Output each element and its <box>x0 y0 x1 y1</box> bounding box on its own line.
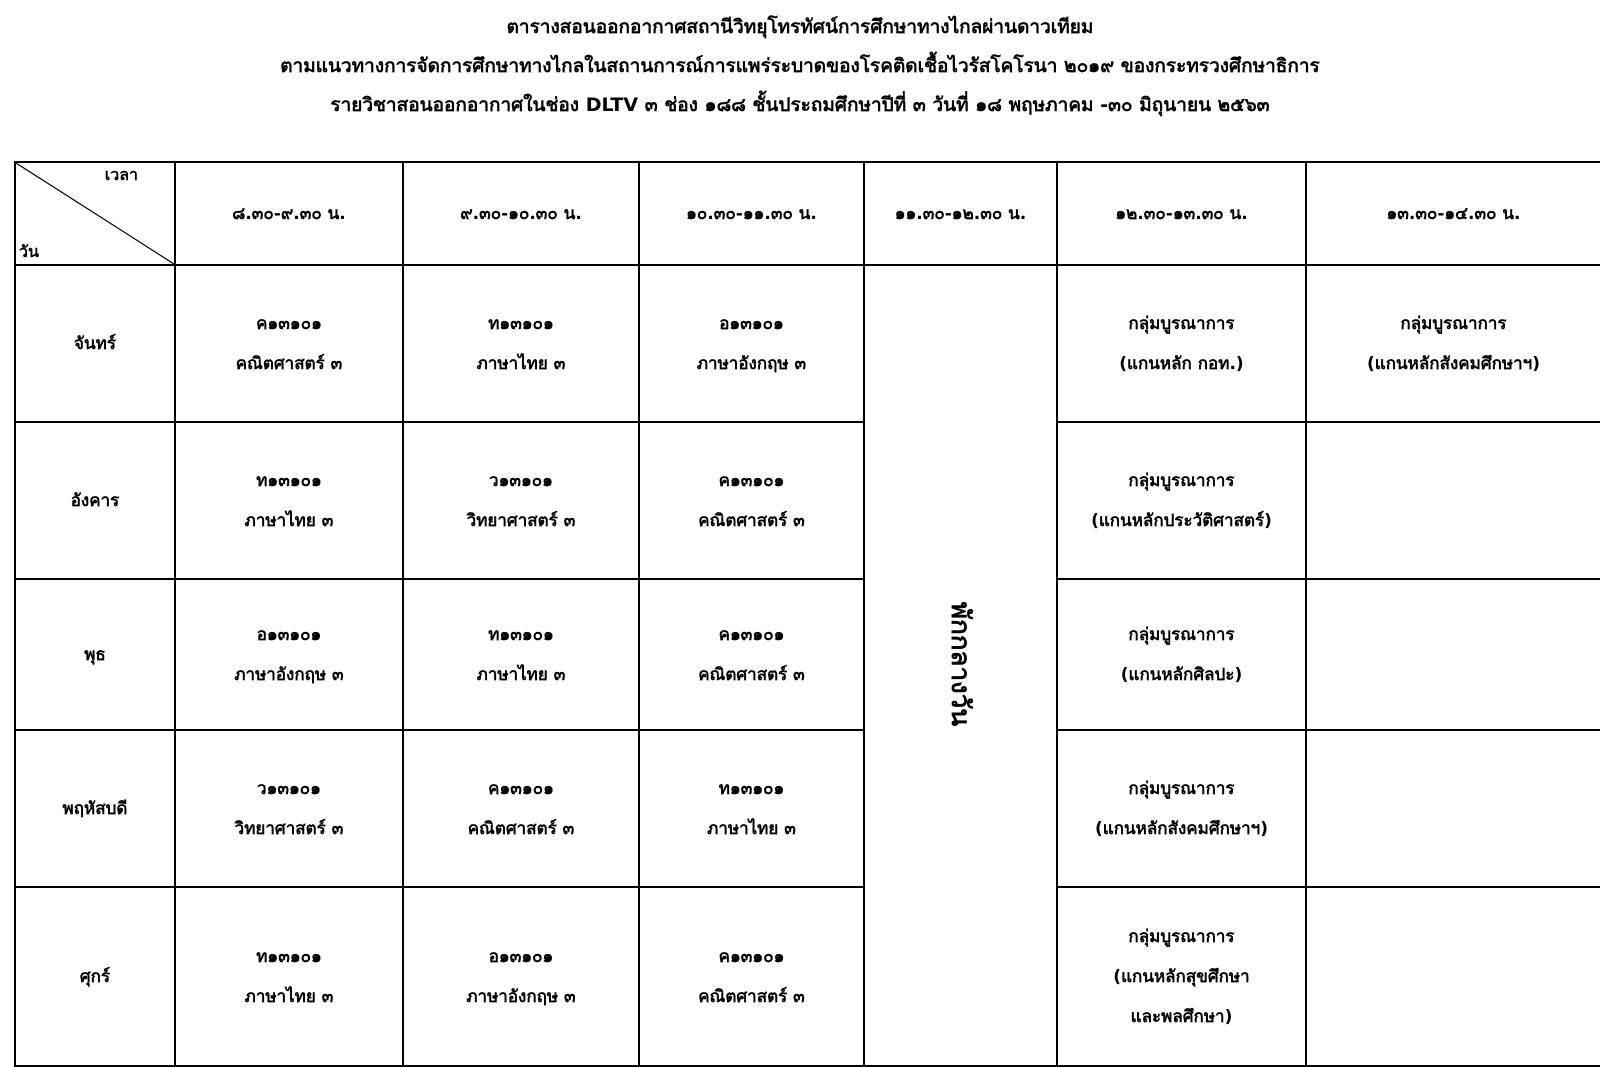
document-subtitle: ตามแนวทางการจัดการศึกษาทางไกลในสถานการณ์การแพร่ระบาดของโรคติดเชื้อไวรัสโคโรนา ๒๐๑๙ ของกระทรวงศึกษาธิการ <box>280 55 1320 77</box>
subject-group: กลุ่มบูรณาการ <box>1128 624 1235 645</box>
class-cell <box>403 265 639 422</box>
subject-code: ค๑๓๑๐๑ <box>488 778 554 799</box>
subject-code: ท๑๓๑๐๑ <box>256 470 322 491</box>
subject-name: คณิตศาสตร์ ๓ <box>467 818 575 839</box>
class-cell <box>1057 579 1306 730</box>
subject-name: ภาษาไทย ๓ <box>244 986 334 1007</box>
subject-core: (แกนหลักสังคมศึกษาฯ) <box>1095 818 1268 839</box>
time-slot-header: ๙.๓๐-๑๐.๓๐ น. <box>403 162 639 265</box>
subject-code: อ๑๓๑๐๑ <box>488 946 554 967</box>
day-label: พฤหัสบดี <box>15 730 175 887</box>
subject-name: ภาษาอังกฤษ ๓ <box>234 664 344 685</box>
diagonal-divider <box>16 163 174 264</box>
subject-name: ภาษาไทย ๓ <box>476 664 566 685</box>
corner-cell <box>15 162 175 265</box>
subject-name: คณิตศาสตร์ ๓ <box>698 664 805 685</box>
subject-core: (แกนหลักสุขศึกษา <box>1113 966 1250 987</box>
class-cell <box>175 887 403 1066</box>
day-label: จันทร์ <box>15 265 175 422</box>
class-cell <box>175 579 403 730</box>
class-cell <box>639 265 864 422</box>
document-title: ตารางสอนออกอากาศสถานีวิทยุโทรทัศน์การศึกษาทางไกลผ่านดาวเทียม <box>506 16 1094 38</box>
subject-name: ภาษาอังกฤษ ๓ <box>466 986 576 1007</box>
subject-code: ท๑๓๑๐๑ <box>256 946 322 967</box>
time-slot-header: ๑๓.๓๐-๑๔.๓๐ น. <box>1306 162 1600 265</box>
time-slot-header: ๑๒.๓๐-๑๓.๓๐ น. <box>1057 162 1306 265</box>
subject-code: ท๑๓๑๐๑ <box>488 624 554 645</box>
lunch-break-cell <box>864 265 1057 1066</box>
subject-name: คณิตศาสตร์ ๓ <box>698 986 805 1007</box>
subject-code: ค๑๓๑๐๑ <box>256 313 322 334</box>
subject-name: ภาษาไทย ๓ <box>707 818 796 839</box>
class-cell <box>175 265 403 422</box>
class-cell <box>639 730 864 887</box>
subject-name: ภาษาอังกฤษ ๓ <box>696 353 807 374</box>
class-cell <box>1057 887 1306 1066</box>
class-cell <box>1057 422 1306 579</box>
subject-name: วิทยาศาสตร์ ๓ <box>466 510 576 531</box>
subject-group: กลุ่มบูรณาการ <box>1128 778 1235 799</box>
subject-group: กลุ่มบูรณาการ <box>1128 470 1235 491</box>
empty-cell <box>1306 422 1600 579</box>
schedule-row <box>15 422 1600 579</box>
class-cell <box>175 422 403 579</box>
class-cell <box>1306 265 1600 422</box>
subject-code: ว๑๓๑๐๑ <box>489 470 553 491</box>
subject-group: กลุ่มบูรณาการ <box>1128 926 1235 947</box>
time-slot-header: ๑๑.๓๐-๑๒.๓๐ น. <box>864 162 1057 265</box>
schedule-row <box>15 265 1600 422</box>
subject-core: (แกนหลักสังคมศึกษาฯ) <box>1367 353 1540 374</box>
subject-code: ค๑๓๑๐๑ <box>718 624 785 645</box>
subject-code: ค๑๓๑๐๑ <box>718 946 785 967</box>
subject-code: อ๑๓๑๐๑ <box>256 624 322 645</box>
schedule-row <box>15 730 1600 887</box>
day-label: อังคาร <box>15 422 175 579</box>
subject-group: กลุ่มบูรณาการ <box>1128 313 1235 334</box>
class-cell <box>403 887 639 1066</box>
document-description: รายวิชาสอนออกอากาศในช่อง DLTV ๓ ช่อง ๑๘๘ ชั้นประถมศึกษาปีที่ ๓ วันที่ ๑๘ พฤษภาคม -๓๐ มิถุนายน ๒๕๖๓ <box>330 94 1270 116</box>
class-cell <box>639 579 864 730</box>
subject-name: คณิตศาสตร์ ๓ <box>235 353 343 374</box>
class-cell <box>639 887 864 1066</box>
subject-name: ภาษาไทย ๓ <box>244 510 334 531</box>
empty-cell <box>1306 887 1600 1066</box>
day-label: พุธ <box>15 579 175 730</box>
empty-cell <box>1306 730 1600 887</box>
subject-core: (แกนหลัก กอท.) <box>1119 353 1244 374</box>
subject-name: ภาษาไทย ๓ <box>476 353 566 374</box>
schedule-row <box>15 887 1600 1066</box>
day-label: ศุกร์ <box>15 887 175 1066</box>
subject-group: กลุ่มบูรณาการ <box>1400 313 1507 334</box>
time-axis-label: เวลา <box>104 165 138 184</box>
time-slot-header: ๑๐.๓๐-๑๑.๓๐ น. <box>639 162 864 265</box>
class-cell <box>1057 730 1306 887</box>
empty-cell <box>1306 579 1600 730</box>
subject-code: ท๑๓๑๐๑ <box>488 313 554 334</box>
subject-code: ค๑๓๑๐๑ <box>718 470 785 491</box>
subject-core: (แกนหลักศิลปะ) <box>1120 664 1243 685</box>
subject-code: ว๑๓๑๐๑ <box>257 778 321 799</box>
subject-core: (แกนหลักประวัติศาสตร์) <box>1091 510 1272 531</box>
class-cell <box>403 422 639 579</box>
schedule-table <box>14 161 1600 1067</box>
subject-name: คณิตศาสตร์ ๓ <box>698 510 805 531</box>
class-cell <box>403 730 639 887</box>
subject-code: อ๑๓๑๐๑ <box>719 313 784 334</box>
header-row <box>15 162 1600 265</box>
class-cell <box>1057 265 1306 422</box>
time-slot-header: ๘.๓๐-๙.๓๐ น. <box>175 162 403 265</box>
lunch-break-label: พักกลางวัน <box>945 601 976 727</box>
class-cell <box>403 579 639 730</box>
subject-code: ท๑๓๑๐๑ <box>718 778 785 799</box>
document-title-block <box>0 8 1600 125</box>
day-axis-label: วัน <box>19 242 39 261</box>
schedule-row <box>15 579 1600 730</box>
subject-core-continued: และพลศึกษา) <box>1130 1006 1233 1027</box>
subject-name: วิทยาศาสตร์ ๓ <box>234 818 344 839</box>
class-cell <box>175 730 403 887</box>
class-cell <box>639 422 864 579</box>
